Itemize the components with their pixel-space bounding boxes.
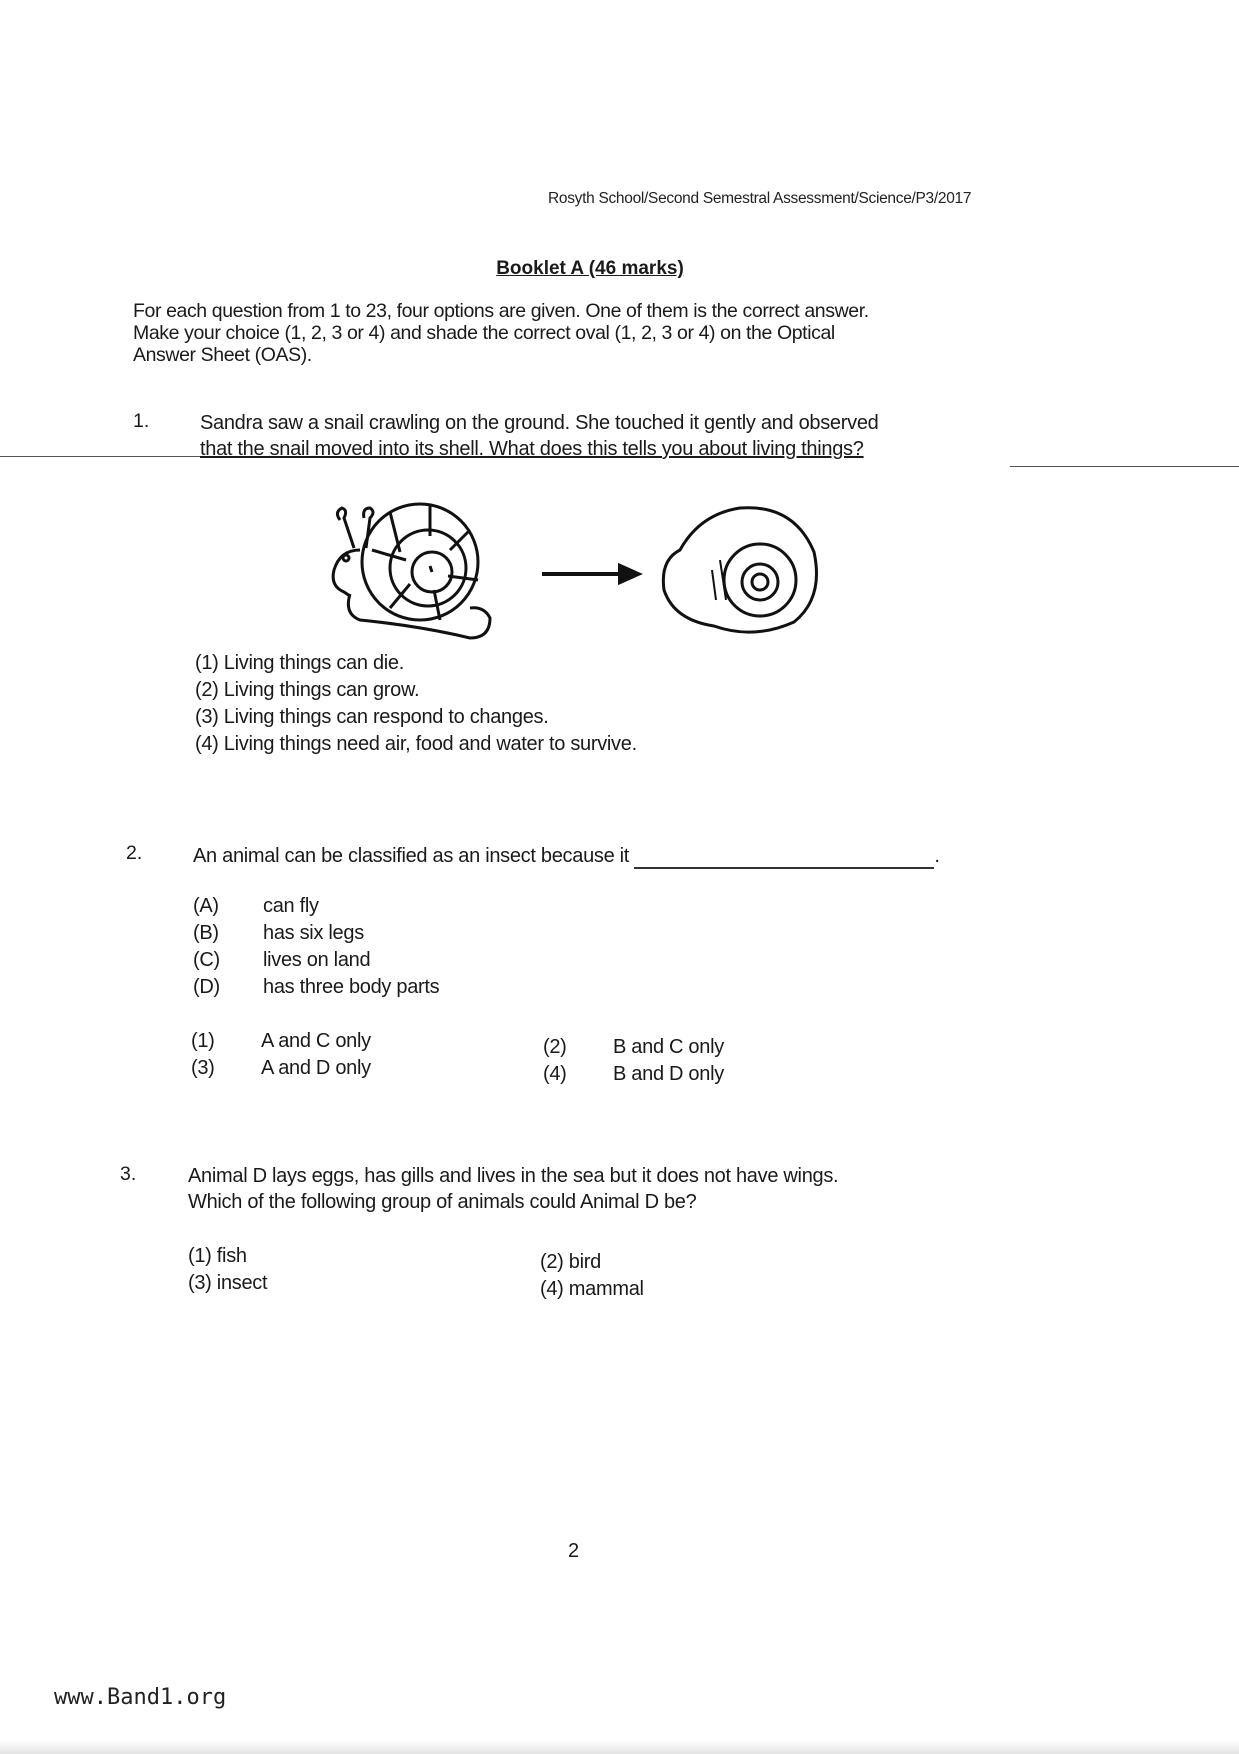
answer-option[interactable]: (2) bird [540, 1251, 601, 1273]
statement-row [193, 947, 439, 974]
statement-row [193, 974, 439, 1001]
question-line: Sandra saw a snail crawling on the ground. She touched it gently and observed [200, 412, 879, 434]
question-3-options-right [540, 1249, 644, 1303]
answer-option[interactable] [191, 1055, 371, 1082]
answer-option[interactable] [191, 1028, 371, 1055]
instructions-line: For each question from 1 to 23, four options are given. One of them is the correct answer. [133, 300, 869, 322]
scan-edge-shadow [0, 1740, 1239, 1754]
question-line: that the snail moved into its shell. What does this tells you about living things? [200, 438, 864, 460]
answer-option[interactable]: (3) insect [188, 1272, 268, 1294]
question-number: 2. [126, 842, 143, 864]
option-label: (4) [543, 1063, 567, 1085]
question-3-options-left [188, 1243, 267, 1297]
answer-option[interactable] [543, 1061, 724, 1088]
statement-text: lives on land [263, 949, 371, 971]
question-1-text [200, 410, 1060, 462]
answer-option[interactable]: (2) Living things can grow. [195, 679, 420, 701]
scan-line [1010, 466, 1239, 467]
booklet-title: Booklet A (46 marks) [496, 258, 684, 279]
footer-watermark: www.Band1.org [54, 1685, 227, 1710]
question-line: Animal D lays eggs, has gills and lives in the sea but it does not have wings. [188, 1165, 839, 1187]
statement-label: (D) [193, 976, 220, 998]
question-2-options-right [543, 1034, 724, 1088]
answer-option[interactable]: (1) fish [188, 1245, 247, 1267]
option-text: A and D only [261, 1057, 371, 1079]
question-line: An animal can be classified as an insect because it [193, 845, 630, 867]
question-number: 1. [133, 410, 150, 432]
statement-row [193, 893, 439, 920]
question-2-options-left [191, 1028, 371, 1082]
question-2-text: An animal can be classified as an insect because it . [193, 845, 940, 867]
option-label: (3) [191, 1057, 215, 1079]
statement-text: has three body parts [263, 976, 440, 998]
statement-label: (C) [193, 949, 220, 971]
snail-figure [320, 490, 840, 650]
question-line: Which of the following group of animals could Animal D be? [188, 1191, 697, 1213]
question-number: 3. [120, 1163, 137, 1185]
statement-text: can fly [263, 895, 319, 917]
arrow-right-icon [542, 566, 638, 582]
answer-option[interactable]: (1) Living things can die. [195, 652, 404, 674]
option-label: (2) [543, 1036, 567, 1058]
instructions-line: Make your choice (1, 2, 3 or 4) and shade the correct oval (1, 2, 3 or 4) on the Optical [133, 322, 835, 344]
answer-option[interactable] [543, 1034, 724, 1061]
option-text: A and C only [261, 1030, 371, 1052]
page-number: 2 [568, 1540, 580, 1562]
scan-line [0, 456, 200, 457]
instructions [133, 300, 1053, 366]
snail-crawling-icon [333, 504, 490, 638]
statement-label: (B) [193, 922, 219, 944]
option-text: B and D only [613, 1063, 724, 1085]
statement-text: has six legs [263, 922, 364, 944]
answer-option[interactable]: (4) Living things need air, food and water to survive. [195, 733, 637, 755]
question-1-options [195, 650, 637, 758]
statement-row [193, 920, 439, 947]
page-header: Rosyth School/Second Semestral Assessment/Science/P3/2017 [548, 190, 972, 207]
option-text: B and C only [613, 1036, 724, 1058]
instructions-line: Answer Sheet (OAS). [133, 344, 312, 366]
answer-blank [634, 849, 934, 869]
snail-shell-icon [663, 508, 816, 632]
statement-label: (A) [193, 895, 219, 917]
option-label: (1) [191, 1030, 215, 1052]
question-2-statements [193, 893, 439, 1001]
question-3-text [188, 1163, 1048, 1215]
answer-option[interactable]: (4) mammal [540, 1278, 644, 1300]
answer-option[interactable]: (3) Living things can respond to changes. [195, 706, 549, 728]
